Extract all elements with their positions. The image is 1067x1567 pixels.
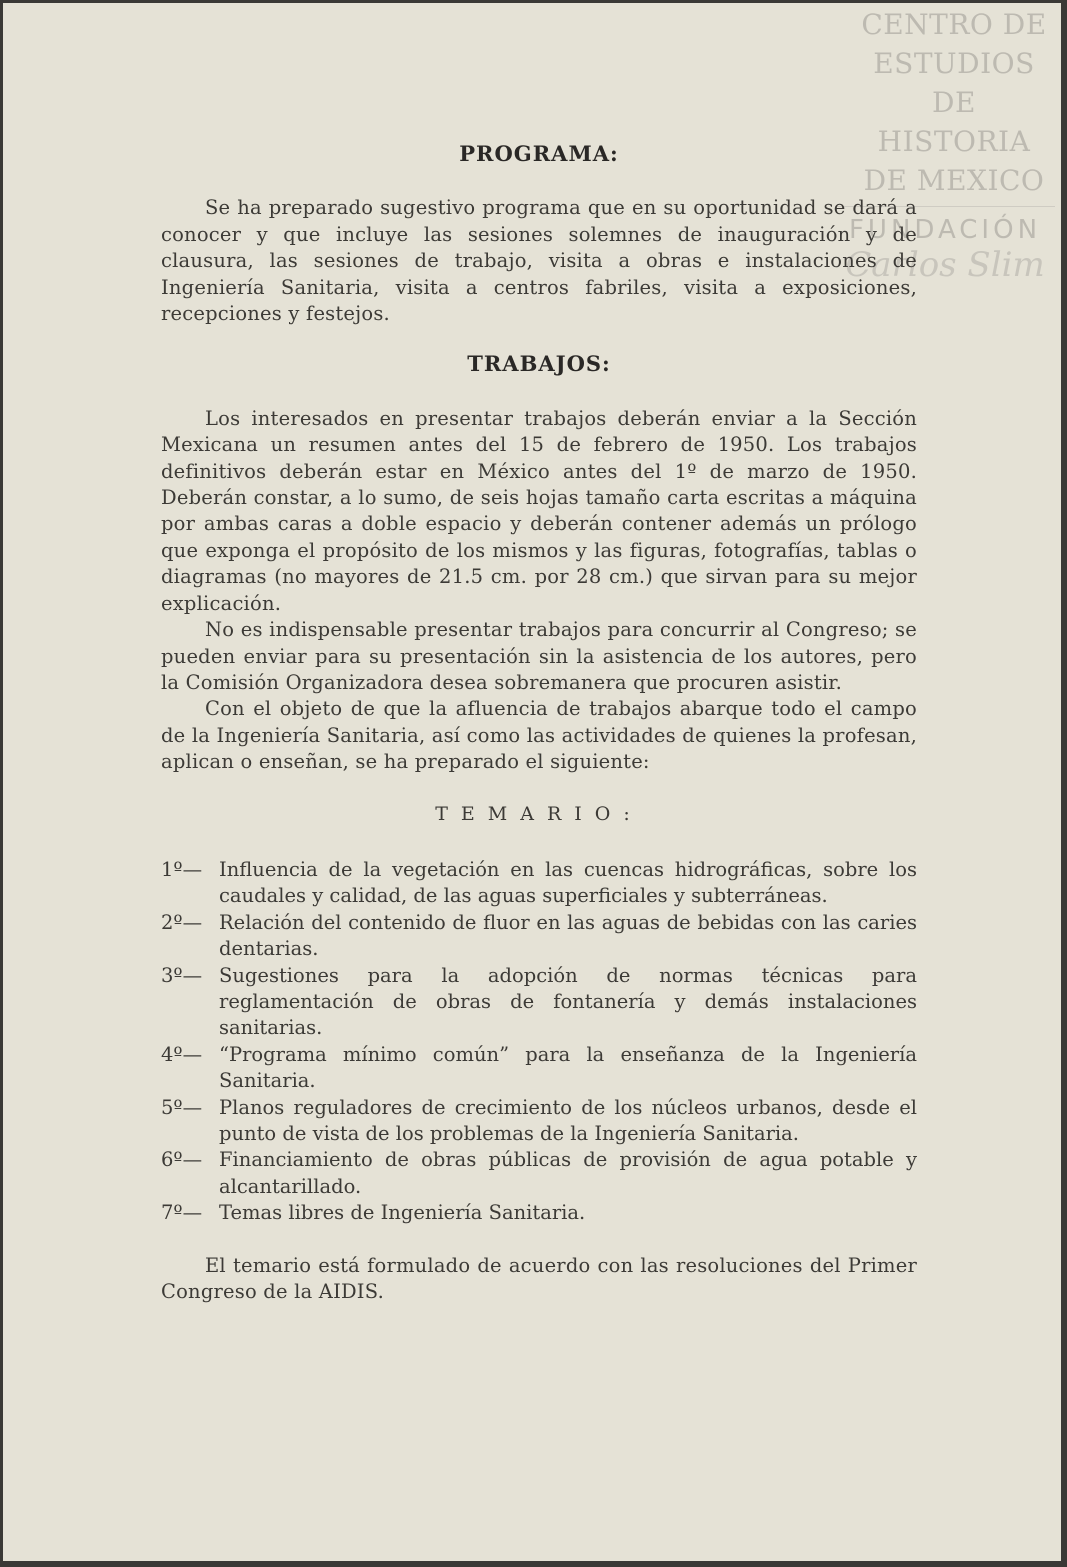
document-page (3, 3, 1061, 1561)
programa-heading: PROGRAMA: (459, 141, 619, 166)
item-number: 7º— (161, 1201, 203, 1225)
item-number: 4º— (161, 1042, 203, 1066)
watermark-line: DE MEXICO (863, 164, 1045, 197)
programa-paragraph: Se ha preparado sugestivo programa que en su oportunidad se dará a conocer y que incluye las sesiones solemnes de inauguración y de clausura, las sesiones de trabajo, visita a obras e instalaciones de Ingeniería Sanitaria, visita a centros fabriles, visita a exposiciones, recepciones y festejos. (161, 196, 917, 326)
watermark-line: CENTRO DE (861, 8, 1047, 41)
item-text: Sugestiones para la adopción de normas técnicas para reglamentación de obras de fontanería y demás instalaciones sanitarias. (219, 963, 917, 1040)
watermark-line: ESTUDIOS (873, 47, 1035, 80)
item-text: Influencia de la vegetación en las cuencas hidrográficas, sobre los caudales y calidad, de las aguas superficiales y subterráneas. (219, 857, 917, 908)
list-item (161, 1095, 917, 1148)
trabajos-paragraph-1: Los interesados en presentar trabajos deberán enviar a la Sección Mexicana un resumen antes del 15 de febrero de 1950. Los trabajos definitivos deberán estar en México antes del 1º de marzo de 1950. Deberán constar, a lo sumo, de seis hojas tamaño carta escritas a máquina por ambas caras a doble espacio y deberán contener además un prólogo que exponga el propósito de los mismos y las figuras, fotografías, tablas o diagramas (no mayores de 21.5 cm. por 28 cm.) que sirvan para su mejor explicación. (161, 406, 917, 615)
list-item (161, 963, 917, 1042)
item-number: 6º— (161, 1148, 203, 1172)
list-item (161, 1147, 917, 1200)
item-text: “Programa mínimo común” para la enseñanza de la Ingeniería Sanitaria. (219, 1042, 917, 1093)
document-body (161, 141, 917, 1305)
watermark-fundacion: FUNDACIÓN (848, 215, 1042, 245)
item-text: Financiamiento de obras públicas de provisión de agua potable y alcantarillado. (219, 1148, 917, 1198)
trabajos-heading: TRABAJOS: (467, 351, 611, 377)
item-number: 2º— (161, 910, 203, 934)
item-number: 5º— (161, 1095, 203, 1119)
item-text: Relación del contenido de fluor en las aguas de bebidas con las caries dentarias. (219, 910, 917, 961)
temario-closing: El temario está formulado de acuerdo con las resoluciones del Primer Congreso de la AIDIS. (161, 1253, 917, 1304)
trabajos-paragraph-3: Con el objeto de que la afluencia de trabajos abarque todo el campo de la Ingeniería Sanitaria, así como las actividades de quienes la profesan, aplican o enseñan, se ha preparado el siguiente: (161, 697, 917, 774)
item-number: 3º— (161, 963, 203, 987)
list-item (161, 857, 917, 910)
temario-list (161, 857, 917, 1227)
list-item (161, 910, 917, 963)
list-item (161, 1200, 917, 1226)
item-text: Temas libres de Ingeniería Sanitaria. (219, 1201, 586, 1225)
watermark-signature: Carlos Slim (845, 245, 1045, 285)
trabajos-paragraph-2: No es indispensable presentar trabajos para concurrir al Congreso; se pueden enviar para su presentación sin la asistencia de los autores, pero la Comisión Organizadora desea sobremanera que procuren asistir. (161, 618, 917, 694)
watermark-line: DE HISTORIA (877, 86, 1031, 158)
item-text: Planos reguladores de crecimiento de los núcleos urbanos, desde el punto de vista de los problemas de la Ingeniería Sanitaria. (219, 1095, 917, 1145)
temario-heading: TEMARIO: (435, 802, 643, 825)
item-number: 1º— (161, 857, 203, 881)
list-item (161, 1042, 917, 1095)
